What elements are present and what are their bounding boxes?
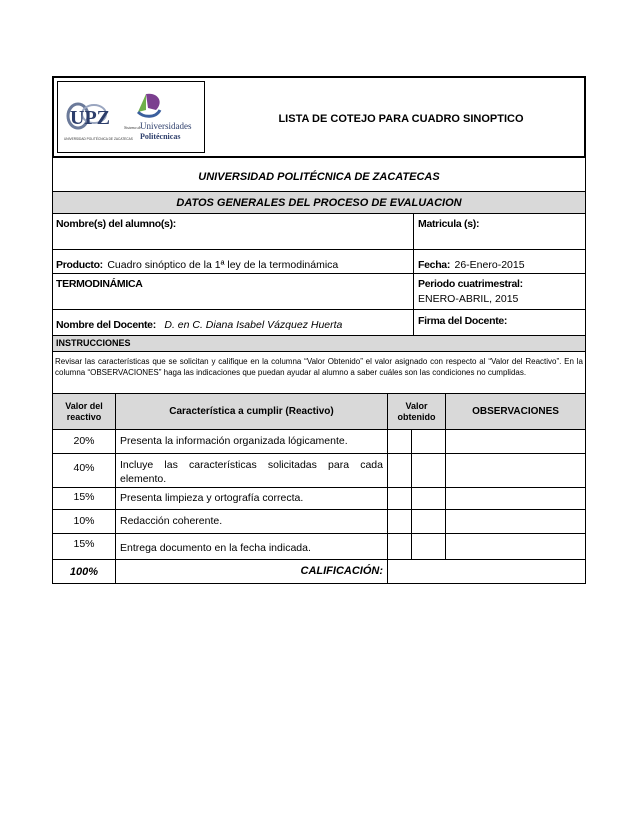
- subject-name: TERMODINÁMICA: [56, 278, 143, 290]
- row-obtained-cell-2[interactable]: [411, 430, 445, 453]
- header-observations: OBSERVACIONES: [445, 394, 585, 429]
- product-label: Producto:: [56, 259, 103, 271]
- header-value: Valor del reactivo: [65, 400, 103, 422]
- instructions-text: Revisar las características que se solicitan y califique en la columna “Valor Obtenido” el valor asignado con respecto al “Valor del Reactivo”. En la columna “OBSERVACIONES” haga las indicaciones que puedan ayudar al alumno a saber cuáles son las condiciones no cumplidas.: [55, 357, 583, 377]
- row-obtained-cell-2[interactable]: [411, 488, 445, 509]
- row-observations-cell[interactable]: [445, 430, 585, 453]
- period-field: [418, 278, 583, 313]
- table-row: [52, 534, 586, 560]
- period-value: ENERO-ABRIL, 2015: [418, 293, 519, 305]
- row-criteria: Presenta limpieza y ortografía correcta.: [115, 488, 387, 509]
- table-row: [52, 454, 586, 488]
- header-box: [52, 76, 586, 158]
- header-criteria: Característica a cumplir (Reactivo): [115, 394, 387, 429]
- student-row: [52, 214, 586, 250]
- row-observations-cell[interactable]: [445, 534, 585, 559]
- up-logo: [124, 88, 202, 148]
- row-value: 15%: [73, 491, 95, 503]
- date-value: 26-Enero-2015: [454, 259, 525, 271]
- row-criteria: Entrega documento en la fecha indicada.: [115, 534, 387, 559]
- table-row: [52, 510, 586, 534]
- student-label: Nombre(s) del alumno(s):: [56, 218, 176, 230]
- row-observations-cell[interactable]: [445, 488, 585, 509]
- divider: [413, 214, 414, 249]
- row-value: 15%: [73, 538, 95, 550]
- document-title: LISTA DE COTEJO PARA CUADRO SINOPTICO: [278, 113, 524, 125]
- row-obtained-cell[interactable]: [387, 488, 411, 509]
- row-observations-cell[interactable]: [445, 510, 585, 533]
- row-obtained-cell-2[interactable]: [411, 454, 445, 487]
- row-obtained-cell[interactable]: [387, 534, 411, 559]
- row-obtained-cell-2[interactable]: [411, 510, 445, 533]
- enrollment-label: Matricula (s):: [418, 218, 480, 230]
- instructions-title-row: [52, 336, 586, 352]
- upz-logo-text: UPZ: [70, 107, 110, 129]
- teacher-value: D. en C. Diana Isabel Vázquez Huerta: [164, 319, 343, 331]
- teacher-label: Nombre del Docente:: [56, 319, 156, 331]
- row-criteria: Redacción coherente.: [115, 510, 387, 533]
- row-observations-cell[interactable]: [445, 454, 585, 487]
- grade-cell[interactable]: [387, 560, 585, 583]
- grade-label: CALIFICACIÓN:: [115, 560, 387, 583]
- total-row: [52, 560, 586, 584]
- university-name: UNIVERSIDAD POLITÉCNICA DE ZACATECAS: [198, 170, 440, 183]
- divider: [413, 310, 414, 335]
- total-value: 100%: [69, 565, 99, 578]
- row-value: 20%: [73, 435, 95, 447]
- divider: [413, 274, 414, 309]
- table-row: [52, 488, 586, 510]
- row-obtained-cell-2[interactable]: [411, 534, 445, 559]
- header-obtained: Valor obtenido: [387, 394, 445, 429]
- divider: [413, 250, 414, 273]
- general-data-title: DATOS GENERALES DEL PROCESO DE EVALUACION: [176, 196, 462, 209]
- teacher-row: [52, 310, 586, 336]
- up-logo-line2: Politécnicas: [140, 132, 181, 141]
- table-header-row: [52, 394, 586, 430]
- table-row: [52, 430, 586, 454]
- row-value: 10%: [73, 515, 95, 527]
- university-row: [52, 158, 586, 192]
- row-obtained-cell[interactable]: [387, 430, 411, 453]
- row-criteria: Incluye las características solicitadas para cada elemento.: [115, 454, 387, 487]
- logos-box: [57, 81, 205, 153]
- signature-label: Firma del Docente:: [418, 315, 508, 327]
- product-row: [52, 250, 586, 274]
- up-logo-small: Sistema de: [124, 125, 142, 130]
- instructions-text-row: [52, 352, 586, 394]
- period-label: Periodo cuatrimestral:: [418, 278, 523, 290]
- row-obtained-cell[interactable]: [387, 510, 411, 533]
- row-criteria: Presenta la información organizada lógicamente.: [115, 430, 387, 453]
- product-value: Cuadro sinóptico de la 1ª ley de la termodinámica: [107, 259, 339, 271]
- up-logo-line1: Universidades: [140, 121, 192, 131]
- subject-row: [52, 274, 586, 310]
- row-value: 40%: [73, 462, 95, 474]
- row-obtained-cell[interactable]: [387, 454, 411, 487]
- general-data-row: [52, 192, 586, 214]
- upz-logo-caption: UNIVERSIDAD POLITÉCNICA DE ZACATECAS: [64, 137, 133, 141]
- date-label: Fecha:: [418, 259, 451, 271]
- instructions-title: INSTRUCCIONES: [56, 338, 131, 348]
